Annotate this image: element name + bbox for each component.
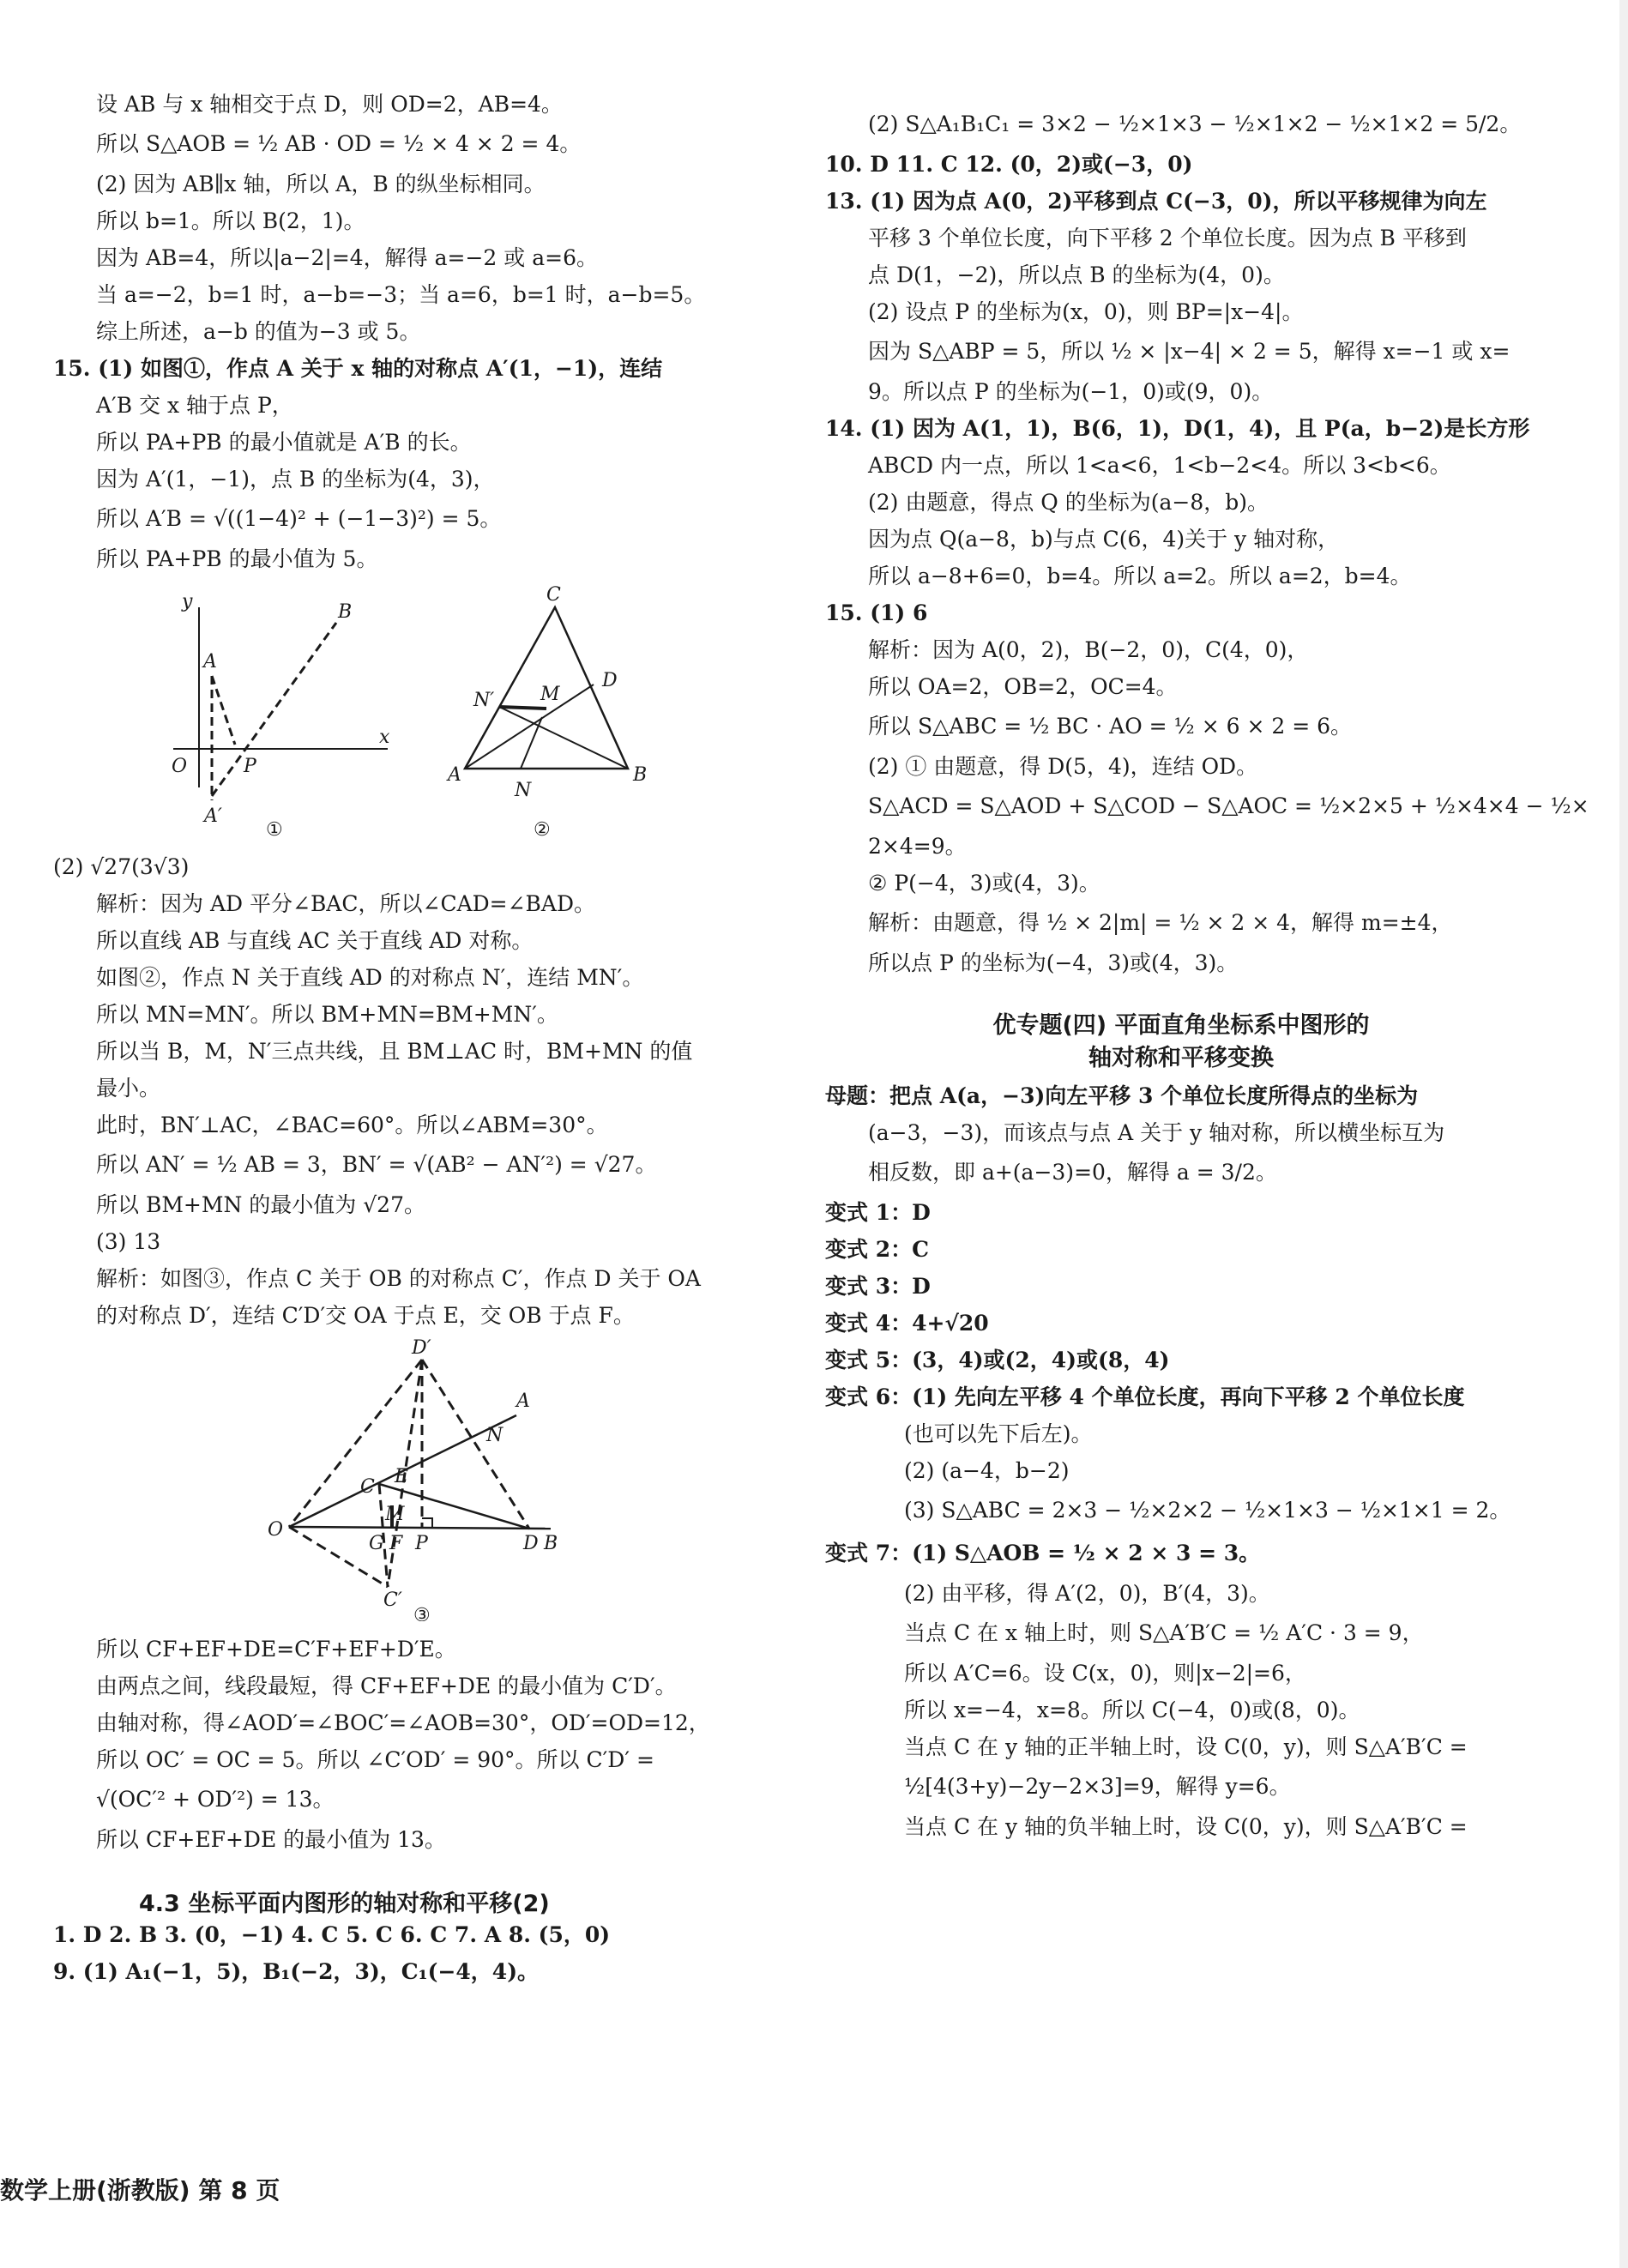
label-a-prime: A′ — [204, 805, 222, 827]
question-13-heading: 13. (1) 因为点 A(0，2)平移到点 C(−3，0)，所以平移规律为向左 — [825, 189, 1487, 214]
variant-7: 变式 7：(1) S△AOB = ½ × 2 × 3 = 3。 — [825, 1541, 1261, 1565]
question-15-heading-right: 15. (1) 6 — [825, 600, 928, 625]
text-line: 相反数，即 a+(a−3)=0，解得 a = 3/2。 — [868, 1160, 1277, 1185]
label-a3: A — [516, 1390, 530, 1412]
right-column — [825, 107, 1589, 1849]
label-g: G — [369, 1533, 384, 1554]
text-line: 由两点之间，线段最短，得 CF+EF+DE 的最小值为 C′D′。 — [96, 1674, 677, 1698]
page-footer: 数学上册(浙教版) 第 8 页 — [0, 2176, 280, 2205]
text-line: 所以 b=1。所以 B(2，1)。 — [96, 208, 365, 233]
label-m: M — [540, 684, 560, 705]
text-line: 因为 S△ABP = 5，所以 ½ × |x−4| × 2 = 5，解得 x=−1 或 x= — [868, 339, 1510, 364]
text-line: (2) 由平移，得 A′(2，0)，B′(4，3)。 — [904, 1581, 1270, 1606]
text-line: 解析：因为 A(0，2)，B(−2，0)，C(4，0)， — [868, 637, 1309, 662]
variant-3: 变式 3：D — [825, 1274, 931, 1299]
label-b: B — [338, 601, 353, 623]
segment-a2-b — [212, 623, 336, 796]
text-line: 点 D(1，−2)，所以点 B 的坐标为(4，0)。 — [868, 262, 1285, 287]
special-topic-title-line2: 轴对称和平移变换 — [1088, 1045, 1274, 1071]
label-n-prime: N′ — [473, 690, 495, 711]
answers-line: 9. (1) A₁(−1，5)，B₁(−2，3)，C₁(−4，4)。 — [53, 1959, 540, 1984]
label-p3: P — [415, 1533, 428, 1554]
text-line: 当点 C 在 y 轴的负半轴上时，设 C(0，y)，则 S△A′B′C = — [904, 1814, 1468, 1839]
variant-4: 变式 4：4+√20 — [825, 1311, 989, 1336]
text-line: (3) 13 — [96, 1229, 161, 1254]
label-n3: N — [486, 1425, 503, 1446]
answers-line: 1. D 2. B 3. (0，−1) 4. C 5. C 6. C 7. A 8. (5，0) — [53, 1922, 611, 1947]
text-line: 所以 S△AOB = ½ AB · OD = ½ × 4 × 2 = 4。 — [96, 131, 582, 156]
text-line: S△ACD = S△AOD + S△COD − S△AOC = ½×2×5 + ½×4×4 − ½× — [868, 793, 1589, 818]
label-b3: B — [544, 1533, 558, 1554]
text-line: 由轴对称，得∠AOD′=∠BOC′=∠AOB=30°，OD′=OD=12， — [96, 1710, 710, 1735]
left-column — [53, 90, 757, 1994]
label-o: O — [172, 756, 188, 777]
label-d-prime: D′ — [412, 1338, 431, 1359]
label-e: E — [395, 1466, 409, 1487]
text-line: 所以 CF+EF+DE=C′F+EF+D′E。 — [96, 1637, 456, 1662]
line-d-prime-d — [422, 1360, 529, 1529]
text-line: 因为 A′(1，−1)，点 B 的坐标为(4，3)， — [96, 467, 495, 492]
text-line: (也可以先下后左)。 — [904, 1421, 1093, 1446]
label-a: A — [203, 651, 217, 673]
special-topic-title-line1: 优专题(四) 平面直角坐标系中图形的 — [992, 1012, 1370, 1039]
text-line: A′B 交 x 轴于点 P， — [96, 393, 293, 418]
text-line: (2) (a−4，b−2) — [904, 1458, 1070, 1483]
text-line: ½[4(3+y)−2y−2×3]=9，解得 y=6。 — [904, 1774, 1291, 1799]
text-line: 所以当 B，M，N′三点共线，且 BM⊥AC 时，BM+MN 的值 — [96, 1039, 693, 1064]
text-line: (2) ① 由题意，得 D(5，4)，连结 OD。 — [868, 754, 1258, 779]
figure-1-2-svg — [53, 582, 757, 839]
text-line: (a−3，−3)，而该点与点 A 关于 y 轴对称，所以横坐标互为 — [868, 1120, 1445, 1145]
text-line: 所以 x=−4，x=8。所以 C(−4，0)或(8，0)。 — [904, 1698, 1360, 1722]
label-x: x — [379, 727, 390, 748]
figure-3-caption: ③ — [413, 1605, 431, 1621]
text-line: 所以 MN=MN′。所以 BM+MN=BM+MN′。 — [96, 1002, 558, 1027]
label-p: P — [244, 756, 256, 777]
text-line: 所以 S△ABC = ½ BC · AO = ½ × 6 × 2 = 6。 — [868, 714, 1353, 739]
text-line: (2) 设点 P 的坐标为(x，0)，则 BP=|x−4|。 — [868, 299, 1304, 324]
question-14-heading: 14. (1) 因为 A(1，1)，B(6，1)，D(1，4)，且 P(a，b−2)是长方形 — [825, 416, 1530, 441]
label-f: F — [389, 1533, 403, 1554]
text-line: 最小。 — [96, 1076, 161, 1101]
label-n: N — [515, 780, 532, 801]
text-line: 解析：如图③，作点 C 关于 OB 的对称点 C′，作点 D 关于 OA — [96, 1266, 701, 1291]
text-line: (2) √27(3√3) — [53, 854, 190, 879]
text-line: 设 AB 与 x 轴相交于点 D，则 OD=2，AB=4。 — [96, 92, 563, 117]
text-line: 综上所述，a−b 的值为−3 或 5。 — [96, 319, 421, 344]
text-line: 当点 C 在 y 轴的正半轴上时，设 C(0，y)，则 S△A′B′C = — [904, 1734, 1468, 1759]
figure-2-caption: ② — [534, 819, 551, 839]
text-line: √(OC′² + OD′²) = 13。 — [96, 1787, 335, 1812]
label-c: C — [546, 584, 561, 606]
text-line: 此时，BN′⊥AC，∠BAC=60°。所以∠ABM=30°。 — [96, 1113, 608, 1137]
figure-1-caption: ① — [266, 819, 283, 839]
text-line: 如图②，作点 N 关于直线 AD 的对称点 N′，连结 MN′。 — [96, 965, 644, 990]
label-c3: C — [360, 1476, 375, 1498]
label-b2: B — [633, 764, 648, 786]
label-y: y — [182, 591, 193, 612]
text-line: (2) S△A₁B₁C₁ = 3×2 − ½×1×3 − ½×1×2 − ½×1×2 = 5/2。 — [868, 112, 1522, 136]
text-line: 所以 PA+PB 的最小值为 5。 — [96, 546, 378, 571]
line-bn-prime — [499, 707, 628, 769]
text-line: 所以 OC′ = OC = 5。所以 ∠C′OD′ = 90°。所以 C′D′ = — [96, 1747, 654, 1772]
variant-5: 变式 5：(3，4)或(2，4)或(8，4) — [825, 1348, 1170, 1372]
figure-3 — [53, 1338, 757, 1625]
page-edge — [1619, 0, 1628, 2268]
text-line: 所以 A′B = √((1−4)² + (−1−3)²) = 5。 — [96, 506, 502, 531]
text-line: 所以点 P 的坐标为(−4，3)或(4，3)。 — [868, 950, 1239, 975]
text-line: 所以 PA+PB 的最小值就是 A′B 的长。 — [96, 430, 472, 455]
text-line: (3) S△ABC = 2×3 − ½×2×2 − ½×1×3 − ½×1×1 = 2。 — [904, 1498, 1511, 1523]
text-line: 当 a=−2，b=1 时，a−b=−3；当 a=6，b=1 时，a−b=5。 — [96, 282, 706, 307]
line-od-prime — [289, 1360, 422, 1527]
figure-3-svg — [53, 1338, 757, 1621]
text-line: (2) 因为 AB∥x 轴，所以 A，B 的纵坐标相同。 — [96, 172, 546, 196]
text-line: ABCD 内一点，所以 1<a<6，1<b−2<4。所以 3<b<6。 — [868, 453, 1451, 478]
text-line: ② P(−4，3)或(4，3)。 — [868, 871, 1100, 896]
label-o3: O — [268, 1519, 284, 1541]
text-line: 因为 AB=4，所以|a−2|=4，解得 a=−2 或 a=6。 — [96, 245, 598, 270]
segment-a-p — [212, 676, 235, 745]
question-15-heading: 15. (1) 如图①，作点 A 关于 x 轴的对称点 A′(1，−1)，连结 — [53, 356, 663, 381]
text-line: (2) 由题意，得点 Q 的坐标为(a−8，b)。 — [868, 490, 1269, 515]
text-line: 所以 BM+MN 的最小值为 √27。 — [96, 1192, 425, 1217]
variant-2: 变式 2：C — [825, 1237, 929, 1262]
variant-1: 变式 1：D — [825, 1200, 931, 1225]
answers-line: 10. D 11. C 12. (0，2)或(−3，0) — [825, 152, 1193, 177]
text-line: 平移 3 个单位长度，向下平移 2 个单位长度。因为点 B 平移到 — [868, 226, 1467, 250]
line-ob — [289, 1527, 551, 1529]
figures-1-2 — [53, 582, 757, 842]
mother-question: 母题：把点 A(a，−3)向左平移 3 个单位长度所得点的坐标为 — [825, 1083, 1419, 1108]
text-line: 所以 OA=2，OB=2，OC=4。 — [868, 674, 1178, 699]
text-line: 的对称点 D′，连结 C′D′交 OA 于点 E，交 OB 于点 F。 — [96, 1303, 635, 1328]
text-line: 解析：由题意，得 ½ × 2|m| = ½ × 2 × 4，解得 m=±4， — [868, 910, 1453, 935]
label-m3: M — [385, 1504, 405, 1525]
text-line: 2×4=9。 — [868, 834, 967, 859]
text-line: 所以直线 AB 与直线 AC 关于直线 AD 对称。 — [96, 928, 534, 953]
section-title-4-3: 4.3 坐标平面内图形的轴对称和平移(2) — [139, 1891, 550, 1917]
label-c-prime: C′ — [383, 1589, 402, 1611]
label-d: D — [602, 670, 618, 691]
variant-6: 变式 6：(1) 先向左平移 4 个单位长度，再向下平移 2 个单位长度 — [825, 1384, 1465, 1409]
text-line: 因为点 Q(a−8，b)与点 C(6，4)关于 y 轴对称， — [868, 527, 1340, 552]
text-line: 所以 AN′ = ½ AB = 3，BN′ = √(AB² − AN′²) = √27。 — [96, 1152, 657, 1177]
text-line: 9。所以点 P 的坐标为(−1，0)或(9，0)。 — [868, 379, 1274, 404]
label-d3: D — [523, 1533, 539, 1554]
text-line: 所以 CF+EF+DE 的最小值为 13。 — [96, 1827, 446, 1852]
line-mn-prime — [499, 707, 546, 709]
text-line: 解析：因为 AD 平分∠BAC，所以∠CAD=∠BAD。 — [96, 891, 596, 916]
text-line: 当点 C 在 x 轴上时，则 S△A′B′C = ½ A′C · 3 = 9， — [904, 1620, 1424, 1645]
text-line: 所以 A′C=6。设 C(x，0)，则|x−2|=6， — [904, 1661, 1306, 1686]
text-line: 所以 a−8+6=0，b=4。所以 a=2。所以 a=2，b=4。 — [868, 564, 1412, 588]
label-a2: A — [448, 764, 461, 786]
